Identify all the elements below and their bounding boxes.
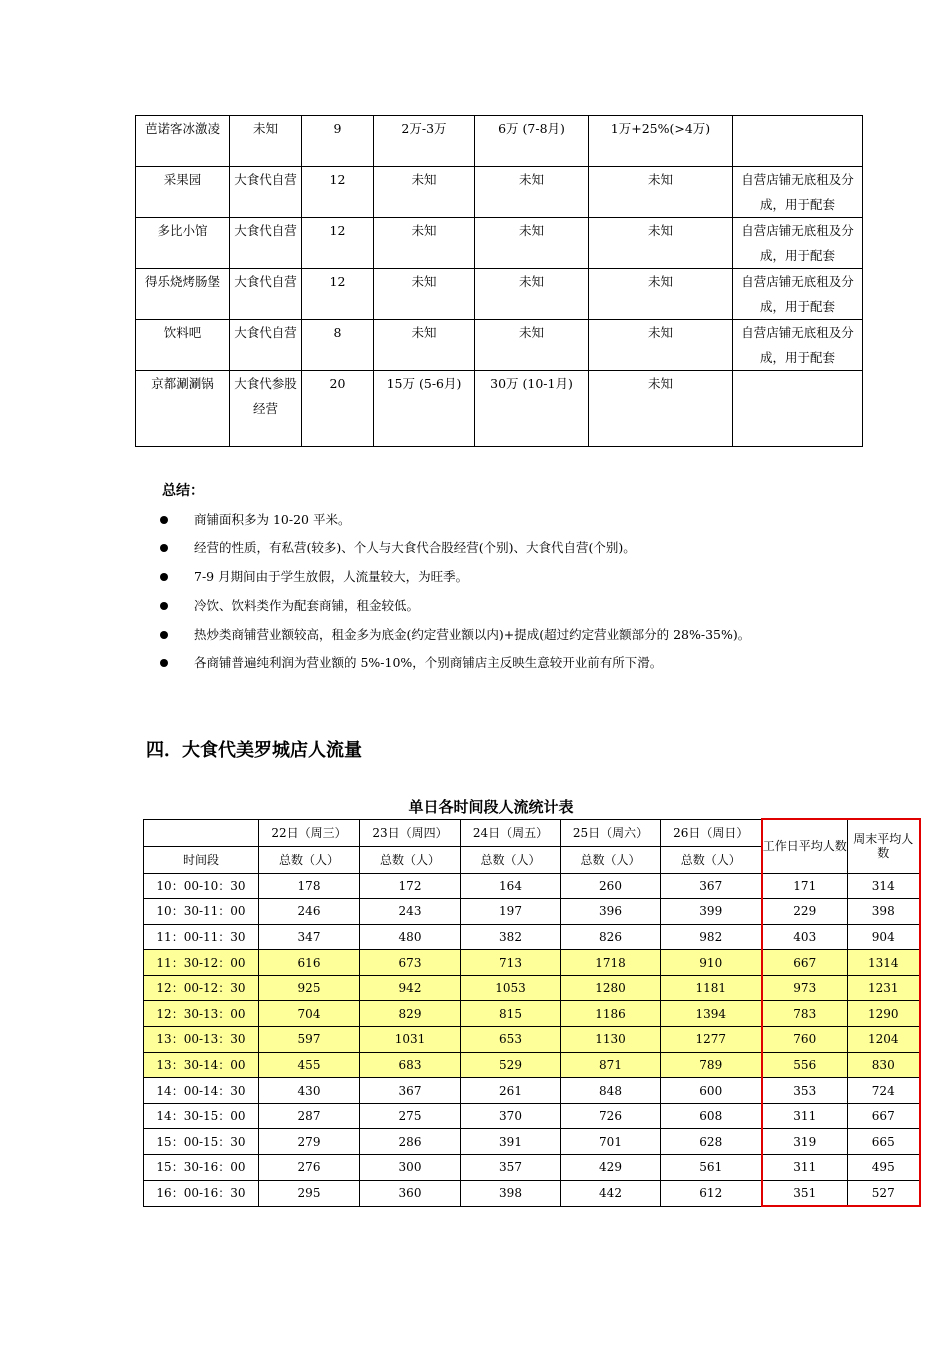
time-slot: 16：00-16：30 [144, 1180, 259, 1206]
header-total: 总数（人） [360, 846, 461, 873]
table-cell: 大食代自营 [230, 218, 302, 269]
traffic-table-title: 单日各时间段人流统计表 [408, 798, 574, 816]
table-cell: 275 [360, 1103, 461, 1129]
list-item: 7-9 月期间由于学生放假，人流量较大，为旺季。 [0, 567, 900, 587]
table-cell: 353 [762, 1078, 848, 1104]
table-cell: 20 [302, 371, 374, 447]
store-info-table [135, 115, 863, 447]
header-day: 22日（周三） [259, 819, 360, 846]
bullet-icon [160, 602, 168, 610]
table-cell: 399 [661, 899, 762, 925]
table-header-row [144, 819, 920, 846]
table-cell: 9 [302, 116, 374, 167]
table-cell: 12 [302, 269, 374, 320]
table-cell: 527 [848, 1180, 920, 1206]
table-row [144, 1180, 920, 1206]
time-slot: 10：30-11：00 [144, 899, 259, 925]
table-cell: 713 [461, 950, 561, 976]
table-cell: 683 [360, 1052, 461, 1078]
table-cell: 429 [561, 1155, 661, 1181]
table-cell: 616 [259, 950, 360, 976]
table-cell: 295 [259, 1180, 360, 1206]
table-cell: 1718 [561, 950, 661, 976]
table-cell: 347 [259, 924, 360, 950]
table-cell: 饮料吧 [136, 320, 230, 371]
bullet-icon [160, 573, 168, 581]
table-cell: 495 [848, 1155, 920, 1181]
time-slot: 12：30-13：00 [144, 1001, 259, 1027]
table-cell: 673 [360, 950, 461, 976]
table-cell: 1130 [561, 1027, 661, 1053]
table-cell: 314 [848, 873, 920, 899]
table-cell: 1186 [561, 1001, 661, 1027]
header-day: 24日（周五） [461, 819, 561, 846]
table-cell: 未知 [374, 320, 475, 371]
list-item: 各商铺普遍纯利润为营业额的 5%-10%，个别商铺店主反映生意较开业前有所下滑。 [0, 653, 900, 673]
table-cell: 760 [762, 1027, 848, 1053]
table-cell: 286 [360, 1129, 461, 1155]
table-cell: 726 [561, 1103, 661, 1129]
table-cell: 430 [259, 1078, 360, 1104]
table-cell: 8 [302, 320, 374, 371]
table-cell: 未知 [475, 269, 589, 320]
table-row [144, 873, 920, 899]
table-cell: 612 [661, 1180, 762, 1206]
table-cell: 829 [360, 1001, 461, 1027]
table-cell: 1181 [661, 975, 762, 1001]
table-cell: 276 [259, 1155, 360, 1181]
header-day: 25日（周六） [561, 819, 661, 846]
time-slot: 12：00-12：30 [144, 975, 259, 1001]
time-slot: 14：30-15：00 [144, 1103, 259, 1129]
table-cell: 采果园 [136, 167, 230, 218]
table-cell: 556 [762, 1052, 848, 1078]
table-row [136, 320, 863, 371]
table-cell: 30万 (10-1月) [475, 371, 589, 447]
bullet-icon [160, 516, 168, 524]
table-cell: 367 [360, 1078, 461, 1104]
table-cell: 自营店铺无底租及分成，用于配套 [733, 320, 863, 371]
table-row [144, 1052, 920, 1078]
table-cell: 830 [848, 1052, 920, 1078]
table-row [136, 167, 863, 218]
table-row [144, 924, 920, 950]
header-empty-cell [144, 819, 259, 846]
table-row [136, 116, 863, 167]
table-cell: 455 [259, 1052, 360, 1078]
header-weekend-avg: 周末平均人数 [848, 819, 920, 873]
table-cell: 197 [461, 899, 561, 925]
table-cell: 311 [762, 1155, 848, 1181]
table-cell: 398 [848, 899, 920, 925]
table-cell: 未知 [589, 269, 733, 320]
table-row [144, 975, 920, 1001]
section-heading: 四．大食代美罗城店人流量 [146, 740, 362, 761]
list-item: 商铺面积多为 10-20 平米。 [0, 510, 900, 530]
table-cell: 未知 [475, 218, 589, 269]
table-cell: 279 [259, 1129, 360, 1155]
table-row [144, 1001, 920, 1027]
table-cell: 1277 [661, 1027, 762, 1053]
time-slot: 15：30-16：00 [144, 1155, 259, 1181]
table-cell: 724 [848, 1078, 920, 1104]
header-total: 总数（人） [661, 846, 762, 873]
table-cell: 未知 [374, 218, 475, 269]
table-cell: 1314 [848, 950, 920, 976]
table-row [144, 1155, 920, 1181]
table-cell: 260 [561, 873, 661, 899]
list-item: 热炒类商铺营业额较高，租金多为底金(约定营业额以内)+提成(超过约定营业额部分的 28%-35%)。 [0, 625, 900, 645]
table-cell: 1394 [661, 1001, 762, 1027]
table-row [144, 1027, 920, 1053]
table-cell: 15万 (5-6月) [374, 371, 475, 447]
table-cell: 561 [661, 1155, 762, 1181]
table-cell: 2万-3万 [374, 116, 475, 167]
table-cell: 大食代自营 [230, 167, 302, 218]
table-cell: 1290 [848, 1001, 920, 1027]
table-cell: 704 [259, 1001, 360, 1027]
table-cell: 芭诺客冰激凌 [136, 116, 230, 167]
table-cell: 351 [762, 1180, 848, 1206]
table-cell: 未知 [475, 320, 589, 371]
table-cell: 多比小馆 [136, 218, 230, 269]
header-total: 总数（人） [461, 846, 561, 873]
table-cell: 未知 [589, 320, 733, 371]
header-day: 23日（周四） [360, 819, 461, 846]
time-slot: 15：00-15：30 [144, 1129, 259, 1155]
table-cell: 12 [302, 167, 374, 218]
table-cell: 367 [661, 873, 762, 899]
table-cell: 370 [461, 1103, 561, 1129]
table-cell: 大食代参股经营 [230, 371, 302, 447]
table-cell: 得乐烧烤肠堡 [136, 269, 230, 320]
table-cell: 391 [461, 1129, 561, 1155]
time-slot: 11：30-12：00 [144, 950, 259, 976]
table-cell: 360 [360, 1180, 461, 1206]
summary-title: 总结： [162, 483, 204, 499]
table-cell: 172 [360, 873, 461, 899]
table-cell: 783 [762, 1001, 848, 1027]
table-cell: 701 [561, 1129, 661, 1155]
table-cell: 1231 [848, 975, 920, 1001]
table-cell: 665 [848, 1129, 920, 1155]
table-cell: 973 [762, 975, 848, 1001]
table-cell: 480 [360, 924, 461, 950]
table-row [136, 218, 863, 269]
table-cell: 243 [360, 899, 461, 925]
table-cell: 未知 [589, 371, 733, 447]
table-cell: 1万+25%(>4万) [589, 116, 733, 167]
table-cell: 653 [461, 1027, 561, 1053]
table-cell: 229 [762, 899, 848, 925]
table-cell: 667 [762, 950, 848, 976]
list-item: 冷饮、饮料类作为配套商铺，租金较低。 [0, 596, 900, 616]
table-cell: 942 [360, 975, 461, 1001]
table-cell: 529 [461, 1052, 561, 1078]
table-cell: 未知 [475, 167, 589, 218]
bullet-icon [160, 544, 168, 552]
table-cell: 自营店铺无底租及分成，用于配套 [733, 167, 863, 218]
table-cell: 自营店铺无底租及分成，用于配套 [733, 269, 863, 320]
header-total: 总数（人） [561, 846, 661, 873]
table-cell: 287 [259, 1103, 360, 1129]
table-cell: 600 [661, 1078, 762, 1104]
table-cell: 大食代自营 [230, 269, 302, 320]
time-slot: 10：00-10：30 [144, 873, 259, 899]
table-cell: 1053 [461, 975, 561, 1001]
table-cell: 未知 [374, 269, 475, 320]
header-total: 总数（人） [259, 846, 360, 873]
table-row [144, 899, 920, 925]
table-row [144, 1103, 920, 1129]
table-cell [733, 371, 863, 447]
time-slot: 11：00-11：30 [144, 924, 259, 950]
list-item: 经营的性质，有私营(较多)、个人与大食代合股经营(个别)、大食代自营(个别)。 [0, 538, 900, 558]
table-cell: 357 [461, 1155, 561, 1181]
table-cell: 12 [302, 218, 374, 269]
table-cell: 1204 [848, 1027, 920, 1053]
bullet-icon [160, 631, 168, 639]
table-cell: 608 [661, 1103, 762, 1129]
table-row [144, 1129, 920, 1155]
table-cell: 826 [561, 924, 661, 950]
table-cell: 未知 [589, 167, 733, 218]
table-cell: 6万 (7-8月) [475, 116, 589, 167]
table-cell: 848 [561, 1078, 661, 1104]
table-cell: 815 [461, 1001, 561, 1027]
time-slot: 14：00-14：30 [144, 1078, 259, 1104]
table-cell: 925 [259, 975, 360, 1001]
table-cell: 982 [661, 924, 762, 950]
table-cell: 164 [461, 873, 561, 899]
table-cell: 311 [762, 1103, 848, 1129]
table-cell: 京都涮涮锅 [136, 371, 230, 447]
table-cell: 789 [661, 1052, 762, 1078]
table-cell: 403 [762, 924, 848, 950]
table-cell: 628 [661, 1129, 762, 1155]
header-period: 时间段 [144, 846, 259, 873]
table-row [144, 1078, 920, 1104]
table-cell [733, 116, 863, 167]
table-row [136, 371, 863, 447]
table-cell: 300 [360, 1155, 461, 1181]
table-cell: 1031 [360, 1027, 461, 1053]
table-cell: 910 [661, 950, 762, 976]
table-cell: 未知 [589, 218, 733, 269]
table-cell: 442 [561, 1180, 661, 1206]
table-cell: 904 [848, 924, 920, 950]
table-cell: 未知 [230, 116, 302, 167]
header-day: 26日（周日） [661, 819, 762, 846]
table-cell: 871 [561, 1052, 661, 1078]
table-cell: 667 [848, 1103, 920, 1129]
table-cell: 246 [259, 899, 360, 925]
table-row [136, 269, 863, 320]
table-cell: 未知 [374, 167, 475, 218]
time-slot: 13：30-14：00 [144, 1052, 259, 1078]
table-cell: 382 [461, 924, 561, 950]
table-cell: 319 [762, 1129, 848, 1155]
time-slot: 13：00-13：30 [144, 1027, 259, 1053]
table-cell: 261 [461, 1078, 561, 1104]
table-row [144, 950, 920, 976]
table-cell: 178 [259, 873, 360, 899]
table-cell: 1280 [561, 975, 661, 1001]
table-cell: 396 [561, 899, 661, 925]
bullet-icon [160, 659, 168, 667]
table-cell: 171 [762, 873, 848, 899]
traffic-table [143, 818, 921, 1207]
table-cell: 自营店铺无底租及分成，用于配套 [733, 218, 863, 269]
header-weekday-avg: 工作日平均人数 [762, 819, 848, 873]
table-cell: 597 [259, 1027, 360, 1053]
table-cell: 398 [461, 1180, 561, 1206]
table-cell: 大食代自营 [230, 320, 302, 371]
